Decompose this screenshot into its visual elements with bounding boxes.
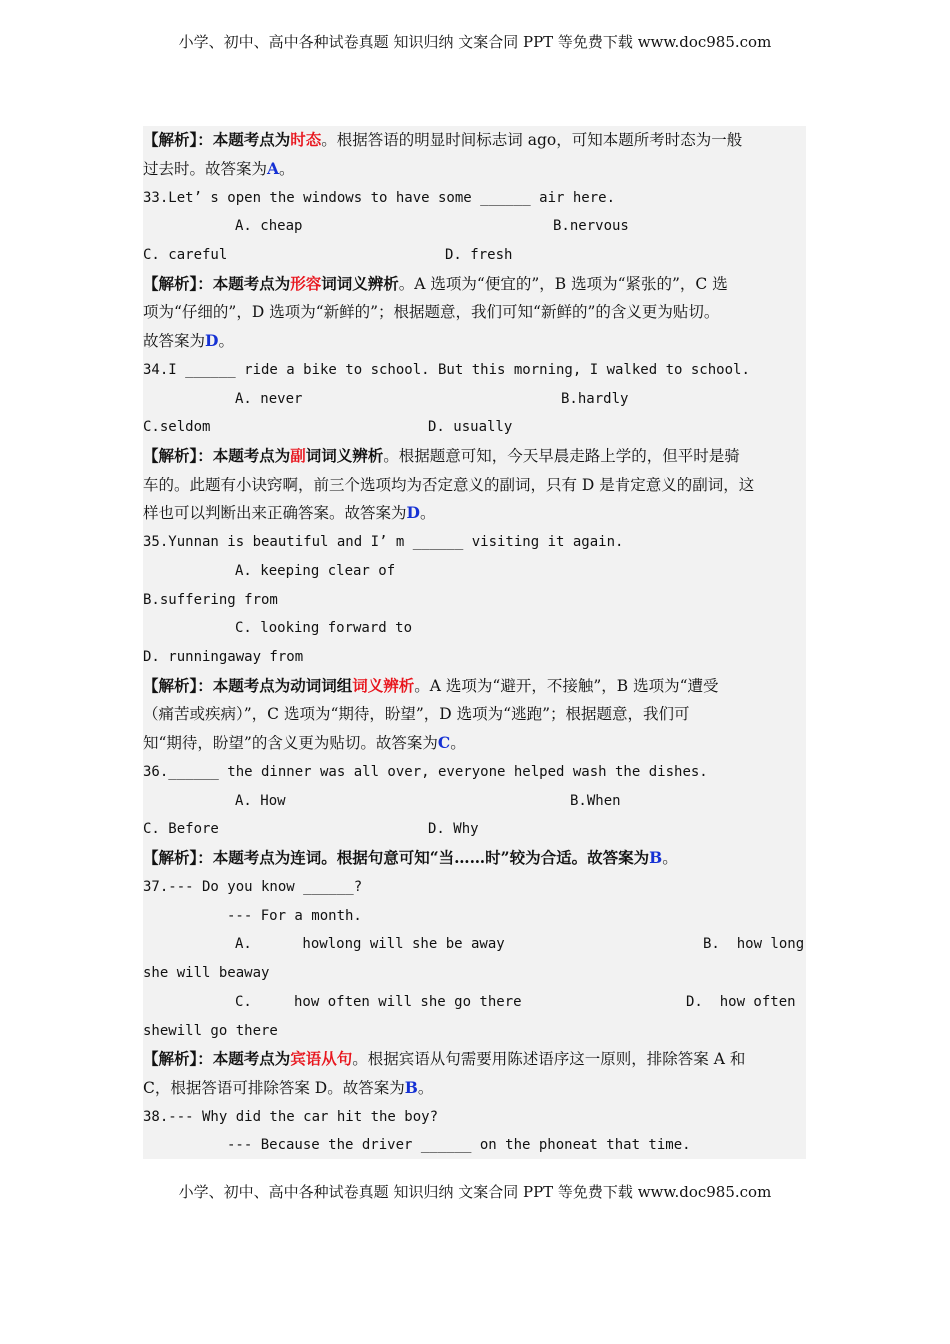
option-d: D. usually [428, 419, 513, 435]
question-stem: 38.--- Why did the car hit the boy? [143, 1109, 439, 1125]
page-header: 小学、初中、高中各种试卷真题 知识归纳 文案合同 PPT 等免费下载 www.doc985.com [178, 33, 772, 51]
option-c: C. how often will she go there [235, 994, 522, 1010]
option-b: B.suffering from [143, 592, 278, 608]
option-a: A. howlong will she be away [235, 936, 505, 952]
option-b-continued: she will beaway [143, 965, 270, 981]
explanation-line: 知“期待，盼望”的含义更为贴切。故答案为C。 [143, 733, 466, 752]
option-d: D. fresh [445, 247, 513, 263]
explanation-line: 【解析】：本题考点为形容词词义辨析。A 选项为“便宜的”，B 选项为“紧张的”，C 选 [143, 274, 728, 293]
question-stem: 35.Yunnan is beautiful and I’ m ______ visiting it again. [143, 534, 624, 550]
option-c: C. Before [143, 821, 219, 837]
question-stem: 33.Let’ s open the windows to have some ______ air here. [143, 190, 616, 206]
option-c: C.seldom [143, 419, 211, 435]
dialogue-reply: --- For a month. [227, 908, 362, 924]
dialogue-reply: --- Because the driver ______ on the phoneat that time. [227, 1137, 691, 1153]
option-b: B. how long [703, 936, 805, 952]
option-d: D. how often [686, 994, 796, 1010]
option-a: A. never [235, 391, 303, 407]
explanation-line: 项为“仔细的”，D 选项为“新鲜的”；根据题意，我们可知“新鲜的”的含义更为贴切。 [143, 303, 720, 321]
document-page [143, 126, 806, 1159]
explanation-line: 【解析】：本题考点为动词词组词义辨析。A 选项为“避开，不接触”，B 选项为“遭受 [143, 676, 719, 695]
option-b: B.When [570, 793, 621, 809]
option-c: C. careful [143, 247, 228, 263]
option-a: A. cheap [235, 218, 303, 234]
option-b: B.nervous [553, 218, 629, 234]
option-c: C. looking forward to [235, 620, 413, 636]
question-stem: 37.--- Do you know ______? [143, 879, 363, 895]
explanation-line: 【解析】：本题考点为时态。根据答语的明显时间标志词 ago，可知本题所考时态为一般 [143, 130, 743, 149]
explanation-line: 车的。此题有小诀窍啊，前三个选项均为否定意义的副词，只有 D 是肯定意义的副词，这 [143, 476, 755, 494]
option-d: D. Why [428, 821, 479, 837]
option-d-continued: shewill go there [143, 1023, 278, 1039]
explanation-line: 过去时。故答案为A。 [143, 159, 295, 178]
explanation-line: C，根据答语可排除答案 D。故答案为B。 [143, 1078, 434, 1097]
explanation-line: （痛苦或疾病）”，C 选项为“期待，盼望”，D 选项为“逃跑”；根据题意，我们可 [143, 705, 690, 723]
option-a: A. How [235, 793, 286, 809]
page-footer: 小学、初中、高中各种试卷真题 知识归纳 文案合同 PPT 等免费下载 www.doc985.com [178, 1183, 772, 1201]
question-stem: 36.______ the dinner was all over, everyone helped wash the dishes. [143, 764, 708, 780]
option-a: A. keeping clear of [235, 563, 396, 579]
explanation-line: 故答案为D。 [143, 331, 234, 350]
explanation-line: 样也可以判断出来正确答案。故答案为D。 [143, 503, 436, 522]
explanation-line: 【解析】：本题考点为连词。根据句意可知“当……时”较为合适。故答案为B。 [143, 848, 678, 867]
explanation-line: 【解析】：本题考点为宾语从句。根据宾语从句需要用陈述语序这一原则，排除答案 A 和 [143, 1049, 746, 1068]
option-d: D. runningaway from [143, 649, 304, 665]
explanation-line: 【解析】：本题考点为副词词义辨析。根据题意可知，今天早晨走路上学的，但平时是骑 [143, 446, 740, 465]
option-b: B.hardly [561, 391, 629, 407]
question-stem: 34.I ______ ride a bike to school. But this morning, I walked to school. [143, 362, 750, 378]
